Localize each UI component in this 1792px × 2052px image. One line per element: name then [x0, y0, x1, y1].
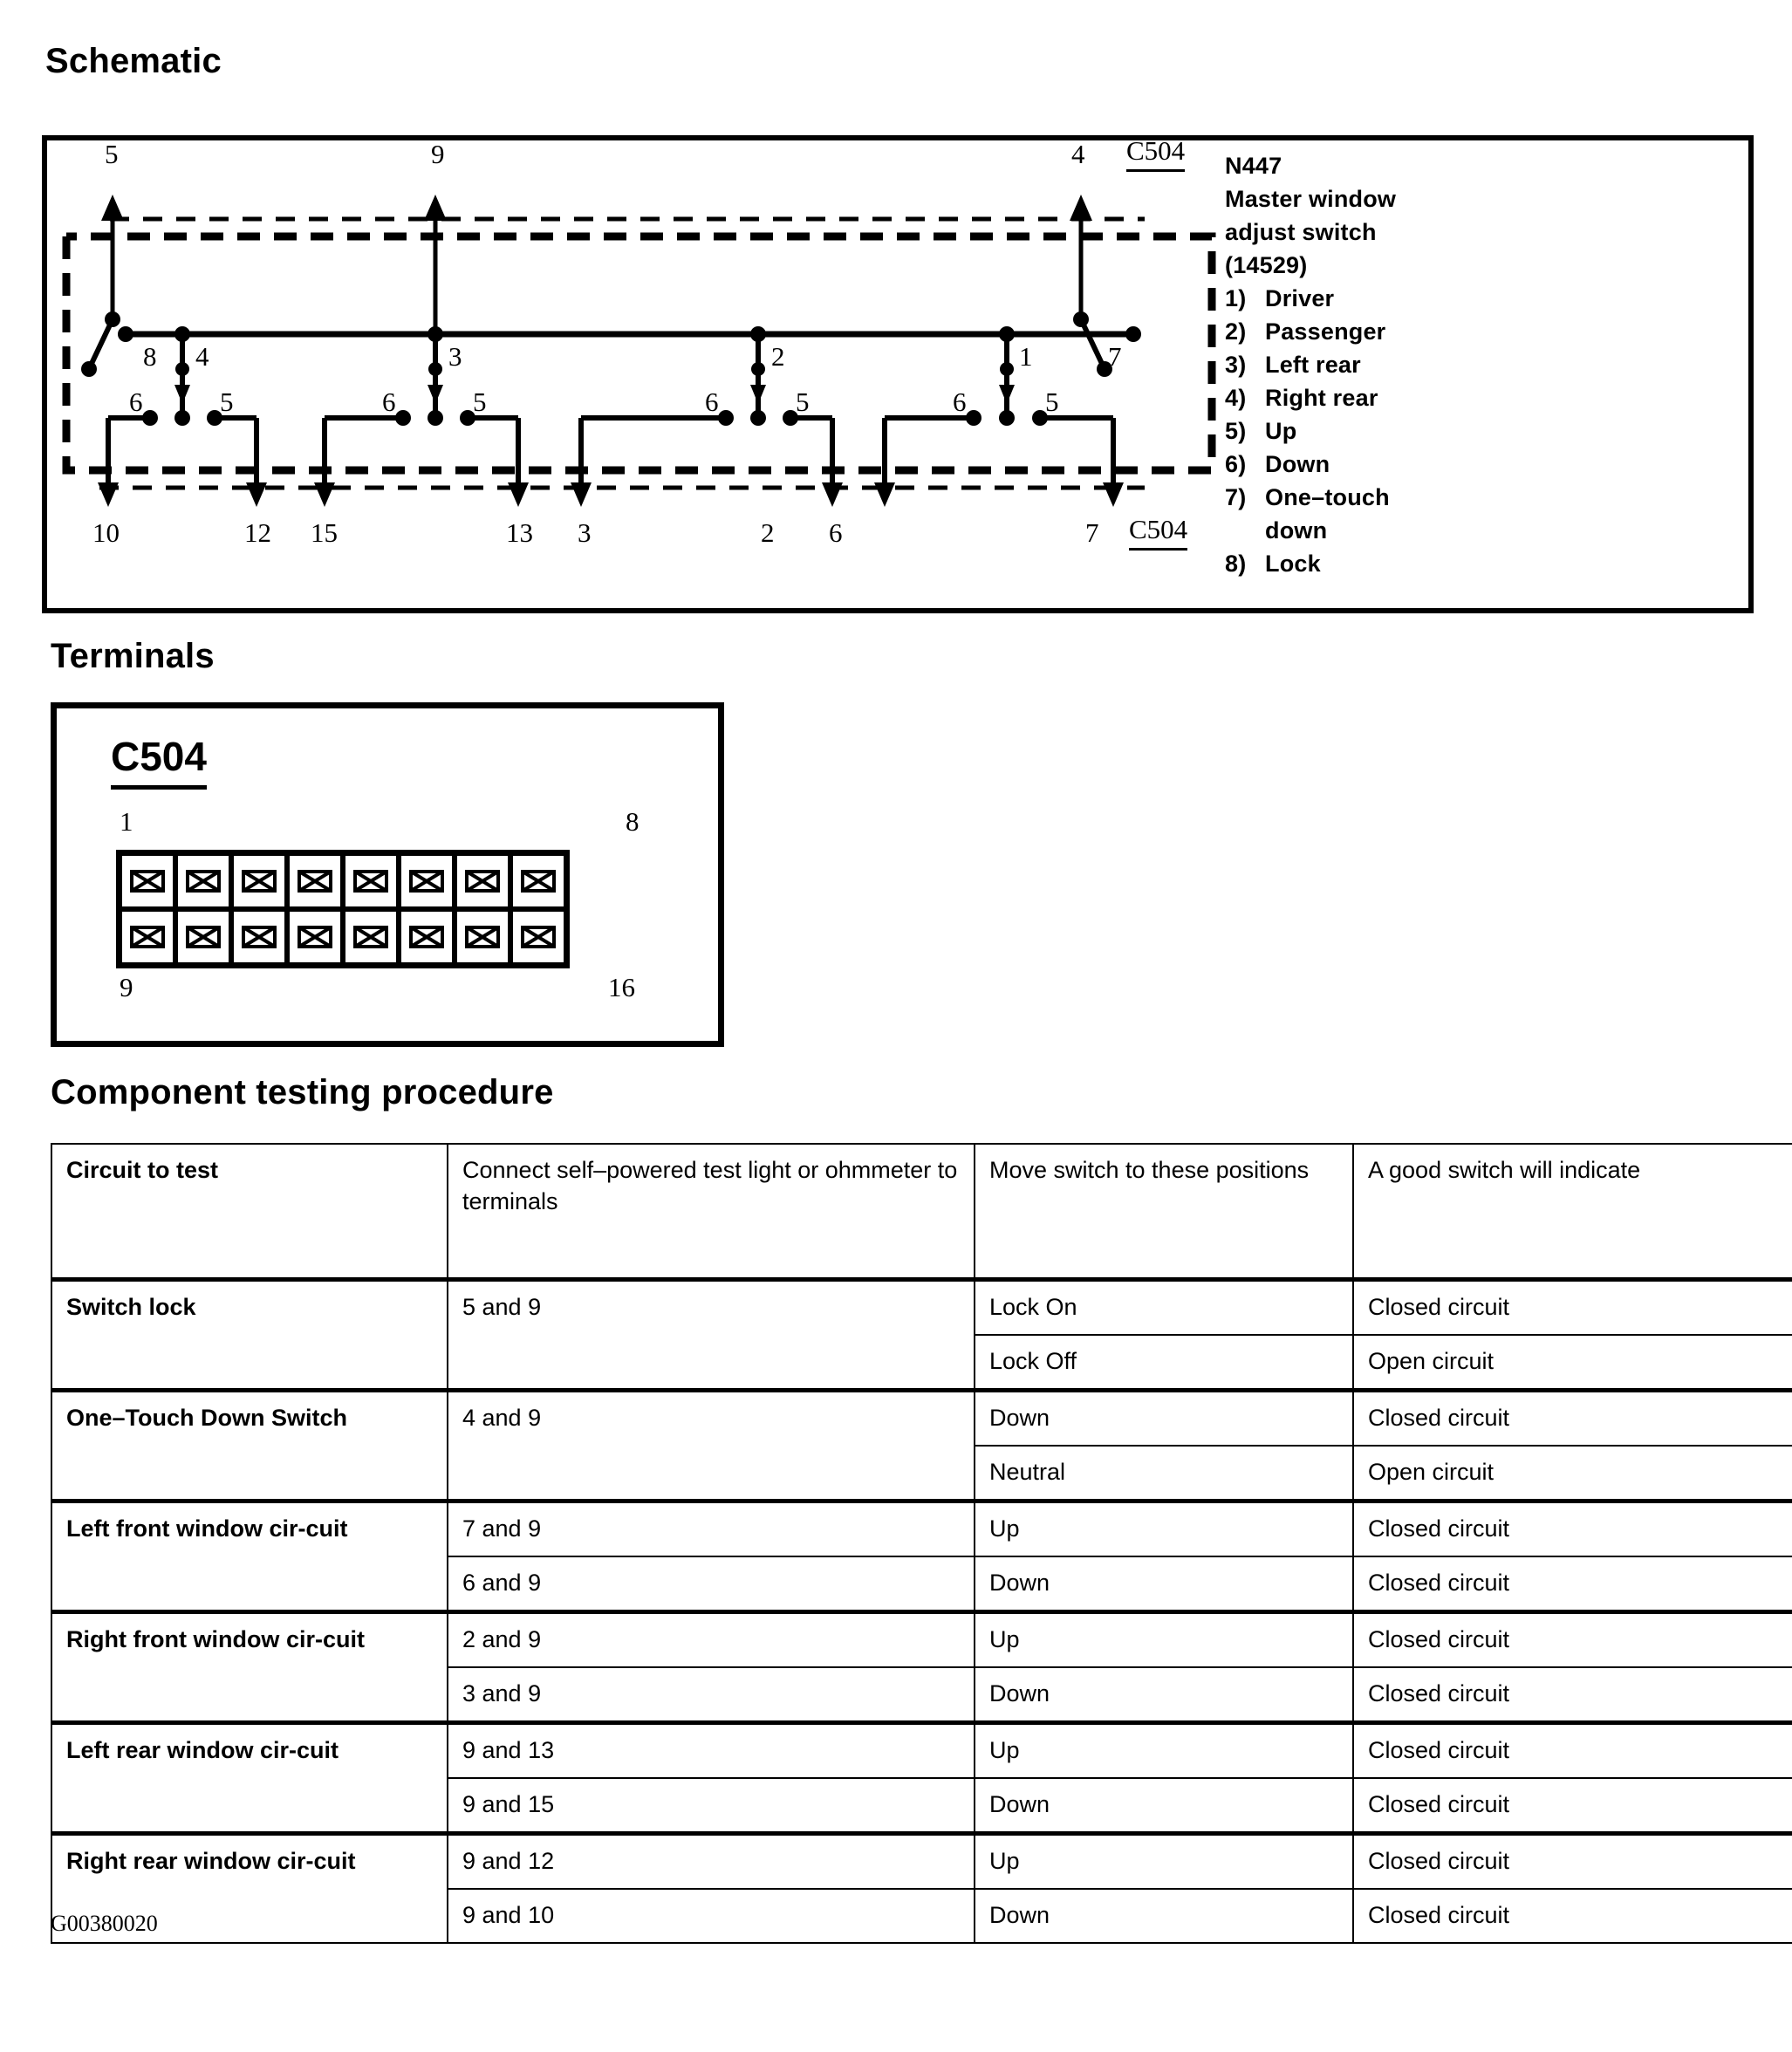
- cell-terminals-4b: 3 and 9: [448, 1667, 975, 1723]
- terminals-heading: Terminals: [51, 637, 215, 675]
- pin-label-bottom-right: 16: [608, 972, 635, 1002]
- connector-label-top: C504: [1126, 135, 1185, 172]
- legend-label-3: Left rear: [1265, 352, 1361, 378]
- schematic-bottom-pin-13: 13: [506, 517, 533, 548]
- legend-item-1: [1225, 285, 1487, 312]
- schematic-bottom-pin-6: 6: [829, 517, 843, 548]
- table-body: [51, 1280, 1792, 1944]
- connector-pin-6[interactable]: [399, 853, 455, 909]
- contact-label-up-1: 5: [220, 386, 234, 417]
- cell-indicate-6a: Closed circuit: [1353, 1834, 1792, 1890]
- cell-indicate-4b: Closed circuit: [1353, 1667, 1792, 1723]
- legend-item-3: [1225, 352, 1487, 379]
- contact-label-up-2: 5: [473, 386, 487, 417]
- cell-position-4b: Down: [975, 1667, 1353, 1723]
- table-row: [51, 1612, 1792, 1668]
- table-header-row: [51, 1144, 1792, 1280]
- crossed-box-icon: [242, 926, 277, 948]
- cell-circuit-5: Left rear window cir-cuit: [51, 1723, 448, 1834]
- schematic-legend: [1225, 153, 1487, 578]
- cell-position-2a: Down: [975, 1391, 1353, 1447]
- crossed-box-icon: [521, 870, 556, 893]
- cell-indicate-4a: Closed circuit: [1353, 1612, 1792, 1668]
- cell-indicate-3b: Closed circuit: [1353, 1556, 1792, 1612]
- connector-pin-11[interactable]: [231, 909, 287, 965]
- legend-item-7-cont: [1225, 517, 1487, 544]
- table-row: [51, 1834, 1792, 1890]
- contact-label-down-1: 6: [129, 386, 143, 417]
- cell-terminals-2: 4 and 9: [448, 1391, 975, 1501]
- crossed-box-icon: [186, 870, 221, 893]
- crossed-box-icon: [130, 870, 165, 893]
- cell-circuit-2: One–Touch Down Switch: [51, 1391, 448, 1501]
- cell-position-4a: Up: [975, 1612, 1353, 1668]
- cell-terminals-5b: 9 and 15: [448, 1778, 975, 1834]
- cell-terminals-6a: 9 and 12: [448, 1834, 975, 1890]
- legend-num-7-cont: [1225, 517, 1265, 544]
- cell-terminals-1: 5 and 9: [448, 1280, 975, 1391]
- connector-pin-14[interactable]: [399, 909, 455, 965]
- connector-pin-5[interactable]: [343, 853, 399, 909]
- schematic-bottom-pin-3: 3: [578, 517, 592, 548]
- rail-label-8: 8: [143, 341, 157, 372]
- column-header-circuit: Circuit to test: [51, 1144, 448, 1280]
- connector-pin-3[interactable]: [231, 853, 287, 909]
- cell-circuit-4: Right front window cir-cuit: [51, 1612, 448, 1723]
- legend-item-4: [1225, 385, 1487, 412]
- cell-indicate-6b: Closed circuit: [1353, 1889, 1792, 1943]
- schematic-top-pin-5: 5: [105, 139, 119, 169]
- crossed-box-icon: [130, 926, 165, 948]
- cell-indicate-2b: Open circuit: [1353, 1446, 1792, 1501]
- legend-num-3: 3): [1225, 352, 1247, 378]
- cell-position-6a: Up: [975, 1834, 1353, 1890]
- legend-num-4: 4): [1225, 385, 1247, 411]
- crossed-box-icon: [409, 870, 444, 893]
- legend-label-8: Lock: [1265, 551, 1321, 577]
- cell-position-2b: Neutral: [975, 1446, 1353, 1501]
- pin-label-top-left: 1: [120, 806, 133, 837]
- connector-pin-1[interactable]: [120, 853, 175, 909]
- cell-indicate-3a: Closed circuit: [1353, 1501, 1792, 1557]
- cell-position-3a: Up: [975, 1501, 1353, 1557]
- connector-pin-10[interactable]: [175, 909, 231, 965]
- cell-position-1b: Lock Off: [975, 1335, 1353, 1391]
- legend-label-4: Right rear: [1265, 385, 1378, 411]
- legend-num-7: 7): [1225, 484, 1247, 510]
- contact-label-up-3: 5: [796, 386, 810, 417]
- connector-pin-8[interactable]: [510, 853, 566, 909]
- schematic-bottom-pin-7: 7: [1085, 517, 1099, 548]
- legend-label-5: Up: [1265, 418, 1297, 444]
- crossed-box-icon: [409, 926, 444, 948]
- cell-position-6b: Down: [975, 1889, 1353, 1943]
- cell-terminals-6b: 9 and 10: [448, 1889, 975, 1943]
- column-header-positions: Move switch to these positions: [975, 1144, 1353, 1280]
- legend-component-part: (14529): [1225, 252, 1308, 278]
- connector-pin-16[interactable]: [510, 909, 566, 965]
- crossed-box-icon: [298, 870, 332, 893]
- cell-position-3b: Down: [975, 1556, 1353, 1612]
- connector-pin-12[interactable]: [287, 909, 343, 965]
- legend-component-name-1: Master window: [1225, 186, 1397, 212]
- contact-label-down-2: 6: [382, 386, 396, 417]
- schematic-bottom-pin-2: 2: [761, 517, 775, 548]
- contact-label-down-3: 6: [705, 386, 719, 417]
- legend-component-name-2: adjust switch: [1225, 219, 1377, 245]
- legend-component-id: N447: [1225, 153, 1282, 179]
- cell-circuit-1: Switch lock: [51, 1280, 448, 1391]
- column-header-terminals: Connect self–powered test light or ohmmeter to terminals: [448, 1144, 975, 1280]
- crossed-box-icon: [521, 926, 556, 948]
- legend-item-5: [1225, 418, 1487, 445]
- cell-terminals-4a: 2 and 9: [448, 1612, 975, 1668]
- legend-num-8: 8): [1225, 551, 1247, 577]
- connector-name-heading: C504: [111, 733, 207, 790]
- connector-label-bottom: C504: [1129, 514, 1187, 551]
- table-row: [51, 1391, 1792, 1447]
- contact-label-up-4: 5: [1045, 386, 1059, 417]
- cell-position-1a: Lock On: [975, 1280, 1353, 1336]
- legend-label-2: Passenger: [1265, 318, 1386, 345]
- table-header: [51, 1144, 1792, 1280]
- rail-label-1: 1: [1019, 341, 1033, 372]
- cell-indicate-1b: Open circuit: [1353, 1335, 1792, 1391]
- cell-terminals-5a: 9 and 13: [448, 1723, 975, 1779]
- rail-label-2: 2: [771, 341, 785, 372]
- connector-pin-9[interactable]: [120, 909, 175, 965]
- schematic-bottom-pin-15: 15: [311, 517, 338, 548]
- table-row: [51, 1501, 1792, 1557]
- legend-item-8: [1225, 551, 1487, 578]
- crossed-box-icon: [186, 926, 221, 948]
- legend-item-7: [1225, 484, 1487, 511]
- legend-item-2: [1225, 318, 1487, 345]
- crossed-box-icon: [353, 870, 388, 893]
- connector-pin-4[interactable]: [287, 853, 343, 909]
- legend-label-6: Down: [1265, 451, 1330, 477]
- rail-label-4: 4: [195, 341, 209, 372]
- legend-num-1: 1): [1225, 285, 1247, 311]
- cell-circuit-6: Right rear window cir-cuit: [51, 1834, 448, 1944]
- legend-num-5: 5): [1225, 418, 1247, 444]
- legend-item-6: [1225, 451, 1487, 478]
- pin-label-top-right: 8: [626, 806, 640, 837]
- schematic-bottom-pin-10: 10: [92, 517, 120, 548]
- connector-pin-grid: [116, 850, 570, 968]
- connector-pin-2[interactable]: [175, 853, 231, 909]
- cell-indicate-2a: Closed circuit: [1353, 1391, 1792, 1447]
- cell-indicate-5a: Closed circuit: [1353, 1723, 1792, 1779]
- schematic-top-pin-9: 9: [431, 139, 445, 169]
- legend-label-7-cont: down: [1265, 517, 1328, 544]
- legend-num-2: 2): [1225, 318, 1247, 345]
- connector-pin-15[interactable]: [455, 909, 510, 965]
- figure-code: G00380020: [51, 1911, 158, 1936]
- cell-position-5a: Up: [975, 1723, 1353, 1779]
- component-testing-table: [51, 1143, 1792, 1944]
- legend-num-6: 6): [1225, 451, 1247, 477]
- contact-label-down-4: 6: [953, 386, 967, 417]
- column-header-indicate: A good switch will indicate: [1353, 1144, 1792, 1280]
- cell-indicate-1a: Closed circuit: [1353, 1280, 1792, 1336]
- connector-pin-7[interactable]: [455, 853, 510, 909]
- procedure-heading: Component testing procedure: [51, 1073, 554, 1112]
- cell-position-5b: Down: [975, 1778, 1353, 1834]
- crossed-box-icon: [242, 870, 277, 893]
- crossed-box-icon: [298, 926, 332, 948]
- rail-label-3: 3: [448, 341, 462, 372]
- crossed-box-icon: [465, 870, 500, 893]
- table-row: [51, 1723, 1792, 1779]
- rail-label-7: 7: [1108, 341, 1122, 372]
- cell-circuit-3: Left front window cir-cuit: [51, 1501, 448, 1612]
- schematic-panel: [42, 135, 1754, 613]
- connector-pin-13[interactable]: [343, 909, 399, 965]
- schematic-heading: Schematic: [45, 42, 222, 80]
- legend-label-7: One–touch: [1265, 484, 1390, 510]
- legend-label-1: Driver: [1265, 285, 1335, 311]
- crossed-box-icon: [465, 926, 500, 948]
- table-row: [51, 1280, 1792, 1336]
- cell-terminals-3b: 6 and 9: [448, 1556, 975, 1612]
- cell-terminals-3a: 7 and 9: [448, 1501, 975, 1557]
- pin-label-bottom-left: 9: [120, 972, 133, 1002]
- cell-indicate-5b: Closed circuit: [1353, 1778, 1792, 1834]
- crossed-box-icon: [353, 926, 388, 948]
- terminals-panel: [51, 702, 724, 1047]
- schematic-top-pin-4: 4: [1071, 139, 1085, 169]
- schematic-bottom-pin-12: 12: [244, 517, 271, 548]
- schematic-drawing: [47, 140, 1748, 608]
